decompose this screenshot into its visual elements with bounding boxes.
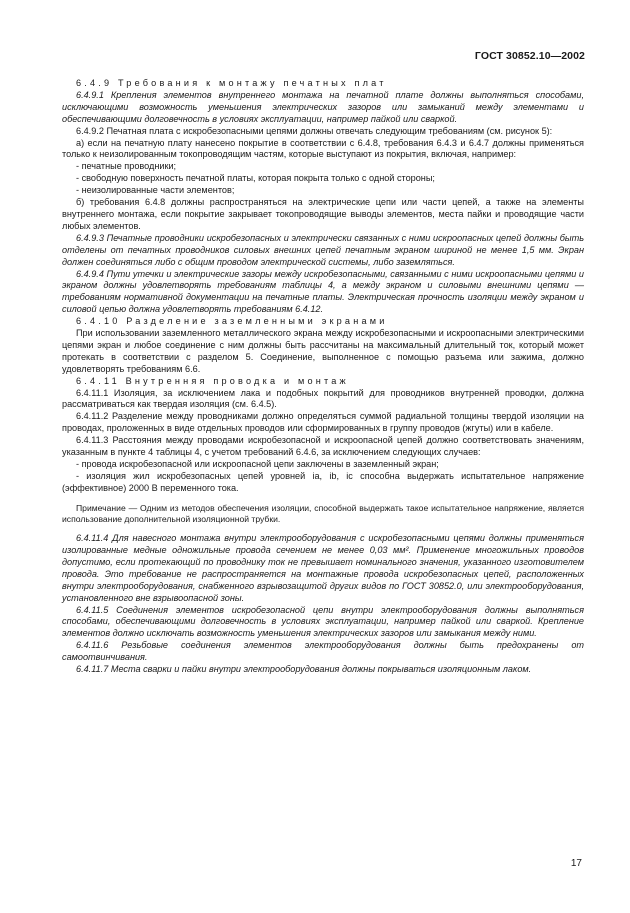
- paragraph: 6.4.9.2 Печатная плата с искробезопасными цепями должны отвечать следующим требованиям (см. рисунок 5):: [76, 125, 553, 136]
- section-heading: 6.4.11 Внутренняя проводка и монтаж: [76, 375, 349, 386]
- page-header: ГОСТ 30852.10—2002: [474, 50, 585, 62]
- paragraph: 6.4.9.1 Крепления элементов внутреннего монтажа на печатной плате должны выполняться способами, исключающими возможность уменьшения электрических зазоров или замыканий между элементами и обеспечивающими долговечность в условиях эксплуатации, например пайкой или сваркой.: [62, 89, 584, 124]
- paragraph: 6.4.11.4 Для навесного монтажа внутри электрооборудования с искробезопасными цепями должны применяться изолированные медные одножильные провода сечением не менее 0,03 мм². Применение многожильных проводов допустимо, если протекающий по проводнику ток не превышает номинального значения, указанного изготовителем провода. Это требование не распространяется на монтажные провода искробезопасных цепей, расположенных внутри электрооборудования, снабженного взрывозащитой других видов по ГОСТ 30852.0, или электрооборудования, установленного вне взрывоопасной зоны.: [62, 533, 584, 603]
- paragraph: 6.4.11.1 Изоляция, за исключением лака и подобных покрытий для проводников внутренней проводки, должна рассматриваться как твердая изоляция (см. 6.4.5).: [62, 387, 584, 410]
- paragraph: 6.4.9.4 Пути утечки и электрические зазоры между искробезопасными, связанными с ними искроопасными цепями и экраном должны удовлетворять требованиям таблицы 4, а между экраном и силовыми внешними цепями — требованиям нормативной документации на печатные платы. Электрическая прочность изоляции между экраном и силовой цепью должна удовлетворять требованиям 6.4.12.: [62, 268, 584, 315]
- paragraph: 6.4.9.3 Печатные проводники искробезопасных и электрически связанных с ними искроопасных цепей должны быть отделены от печатных проводников силовых внешних цепей печатным экраном шириной не менее 1,5 мм. Экран должен соединяться либо с общим проводом электрической системы, либо заземляться.: [62, 232, 584, 267]
- list-item: - неизолированные части элементов;: [76, 185, 235, 196]
- paragraph: 6.4.11.7 Места сварки и пайки внутри электрооборудования должны покрываться изоляционным лаком.: [76, 664, 532, 675]
- page-body: [62, 78, 584, 676]
- list-item: - провода искробезопасной или искроопасной цепи заключены в заземленный экран;: [76, 459, 439, 469]
- paragraph: 6.4.11.2 Разделение между проводниками должно определяться суммой радиальной толщины твердой изоляции на проводах, проложенных в виде отдельных проводов или сформированных в группу проводов (жгуты) или в кабеле.: [62, 411, 584, 434]
- section-heading: 6.4.10 Разделение заземленными экранами: [76, 316, 388, 327]
- paragraph: б) требования 6.4.8 должны распространяться на электрические цепи или части цепей, а также на элементы внутреннего монтажа, если покрытие закрывает токопроводящие выводы элементов, места пайки и проводящие части любых элементов.: [62, 197, 584, 231]
- paragraph: 6.4.11.5 Соединения элементов искробезопасной цепи внутри электрооборудования должны выполняться способами, обеспечивающими долговечность в условиях эксплуатации, например пайкой или сваркой. Крепление элементов должно исключать возможность уменьшения электрических зазоров или замыкания между ними.: [62, 604, 584, 639]
- list-item: - печатные проводники;: [76, 161, 177, 172]
- paragraph: 6.4.11.3 Расстояния между проводами искробезопасной и искроопасной цепей должно соответствовать значениям, указанным в пункте 4 таблицы 4, с учетом требований 6.4.6, за исключением следующих случаев:: [62, 435, 584, 458]
- section-heading: 6.4.9 Требования к монтажу печатных плат: [76, 78, 387, 88]
- list-item: - свободную поверхность печатной платы, которая покрыта только с одной стороны;: [76, 173, 435, 184]
- paragraph: 6.4.11.6 Резьбовые соединения элементов электрооборудования должны быть предохранены от самоотвинчивания.: [62, 640, 584, 663]
- list-item: - изоляция жил искробезопасных цепей уровней ia, ib, ic способна выдержать испытательное напряжение (эффективное) 2000 В переменного тока.: [62, 470, 584, 493]
- paragraph: а) если на печатную плату нанесено покрытие в соответствии с 6.4.8, требования 6.4.3 и 6.4.7 должны применяться только к неизолированным токопроводящим частям, которые выступают из покрытия, включая, например:: [62, 137, 584, 160]
- page-number: 17: [570, 858, 582, 869]
- paragraph: При использовании заземленного металлического экрана между искробезопасными и искроопасными электрическими цепями экран и любое соединение с ним должны быть рассчитаны на максимальный длительный ток, который может протекать в соответствии с разделом 5. Соединение, выполненное с помощью разъема или зажима, должно удовлетворять требованиям 6.6.: [62, 328, 584, 374]
- note: Примечание — Одним из методов обеспечения изоляции, способной выдержать такое испытательное напряжение, является использование дополнительной изоляционной трубки.: [62, 502, 584, 524]
